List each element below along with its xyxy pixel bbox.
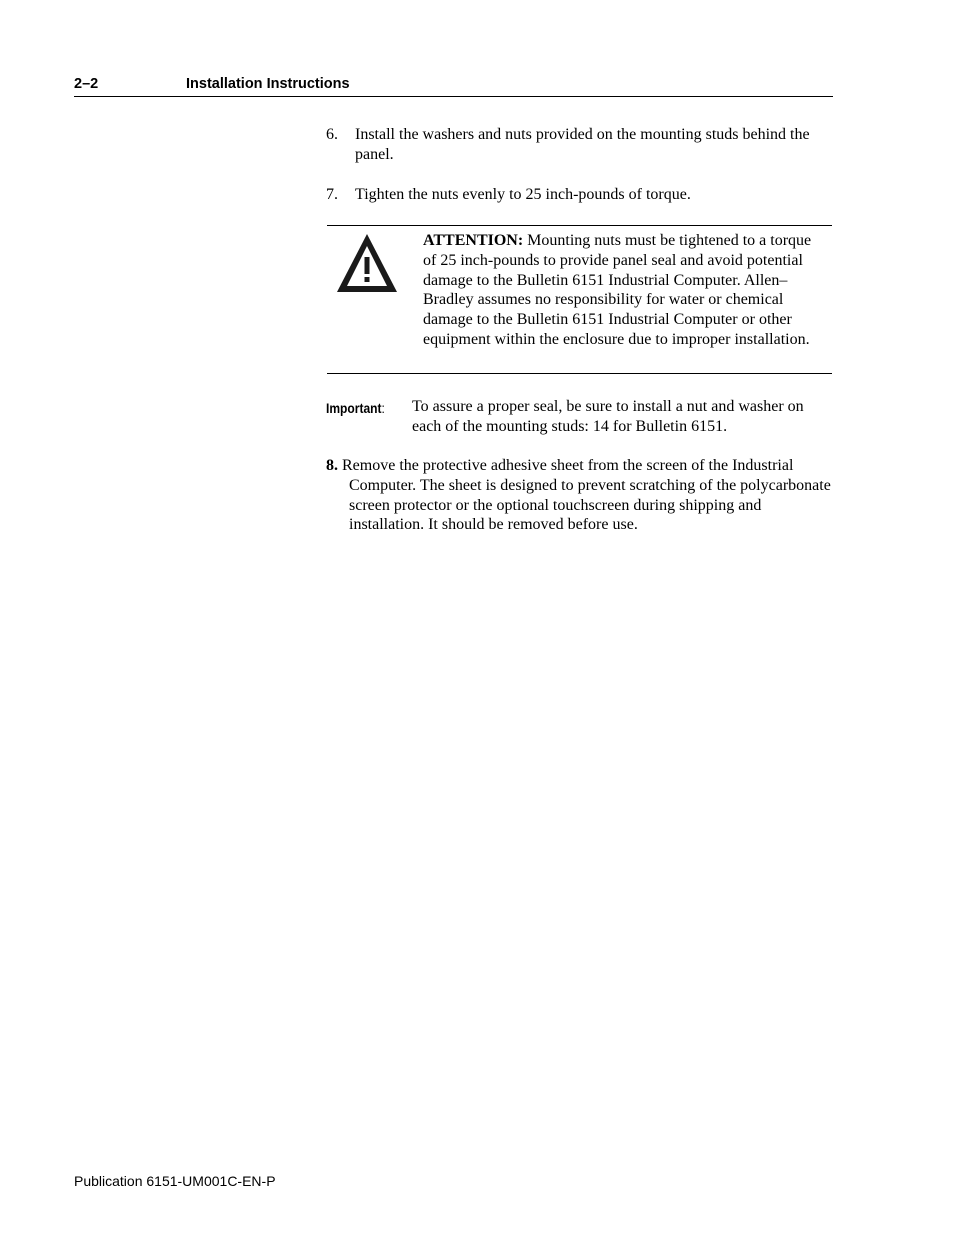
important-colon: : [381, 400, 385, 416]
step-7 [326, 185, 831, 205]
page-footer: Publication 6151-UM001C-EN-P [74, 1173, 276, 1189]
step-8 [326, 456, 832, 535]
page-number: 2–2 [74, 76, 99, 92]
step-number: 7. [326, 186, 338, 203]
step-number: 6. [326, 126, 338, 143]
important-text: To assure a proper seal, be sure to install a nut and washer on each of the mounting studs: 14 for Bulletin 6151. [412, 398, 804, 435]
page-header [74, 76, 833, 97]
important-label-text: Important [326, 400, 382, 416]
attention-box [327, 225, 832, 374]
attention-label: ATTENTION: [423, 232, 524, 249]
important-label [326, 399, 385, 419]
step-text: Tighten the nuts evenly to 25 inch-pounds of torque. [355, 186, 691, 203]
important-note [326, 397, 831, 437]
step-6 [326, 125, 831, 165]
step-8-text [326, 456, 832, 535]
warning-triangle-icon [334, 230, 400, 296]
section-title: Installation Instructions [186, 76, 350, 92]
attention-body: Mounting nuts must be tightened to a torque of 25 inch-pounds to provide panel seal and avoid potential damage to the Bulletin 6151 Industrial Computer. Allen–Bradley assumes no responsibility for water or chemical damage to the Bulletin 6151 Industrial Computer or other equipment within the enclosure due to improper installation. [423, 232, 812, 348]
step-number: 8. [326, 457, 338, 474]
attention-text [423, 231, 827, 350]
step-text: Install the washers and nuts provided on the mounting studs behind the panel. [355, 126, 810, 163]
step-8-body: Remove the protective adhesive sheet from the screen of the Industrial Computer. The sheet is designed to prevent scratching of the polycarbonate screen protector or the optional touchscreen during shipping and installation. It should be removed before use. [338, 457, 831, 534]
